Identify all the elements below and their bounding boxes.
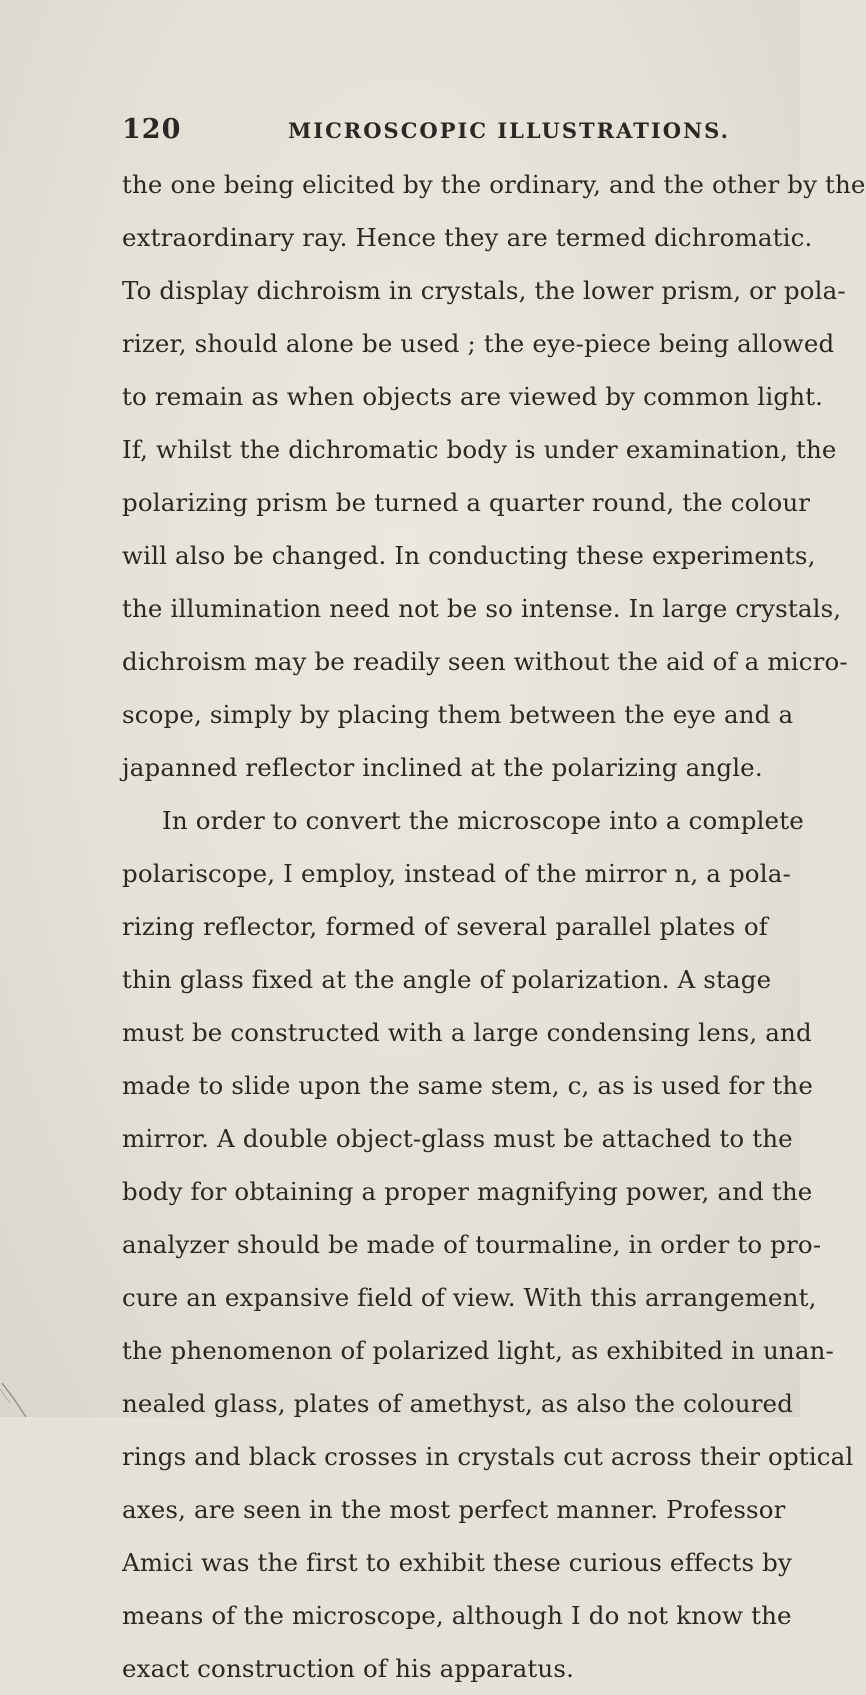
text-line: extraordinary ray. Hence they are termed dichromatic. bbox=[122, 223, 813, 252]
text-line: nealed glass, plates of amethyst, as also the coloured bbox=[122, 1389, 794, 1418]
text-line: analyzer should be made of tourmaline, in order to pro- bbox=[122, 1230, 822, 1259]
text-line: the illumination need not be so intense. In large crystals, bbox=[122, 594, 842, 623]
text-line: rings and black crosses in crystals cut across their optical bbox=[122, 1442, 854, 1471]
body-text bbox=[122, 158, 866, 1695]
running-head: MICROSCOPIC ILLUSTRATIONS. bbox=[288, 118, 730, 143]
text-line: axes, are seen in the most perfect manner. Professor bbox=[122, 1495, 786, 1524]
text-line: to remain as when objects are viewed by common light. bbox=[122, 382, 824, 411]
text-line: rizer, should alone be used ; the eye-piece being allowed bbox=[122, 329, 835, 358]
text-line: polarizing prism be turned a quarter round, the colour bbox=[122, 488, 811, 517]
text-line: the one being elicited by the ordinary, and the other by the bbox=[122, 170, 866, 199]
text-line: body for obtaining a proper magnifying power, and the bbox=[122, 1177, 813, 1206]
page-number: 120 bbox=[122, 114, 182, 145]
text-line: Amici was the first to exhibit these curious effects by bbox=[122, 1548, 793, 1577]
text-line: japanned reflector inclined at the polarizing angle. bbox=[122, 753, 763, 782]
text-line: scope, simply by placing them between the eye and a bbox=[122, 700, 794, 729]
page-header bbox=[122, 114, 762, 154]
text-line: mirror. A double object-glass must be attached to the bbox=[122, 1124, 793, 1153]
text-line: the phenomenon of polarized light, as exhibited in unan- bbox=[122, 1336, 834, 1365]
text-line: In order to convert the microscope into a complete bbox=[162, 806, 804, 835]
text-line: rizing reflector, formed of several parallel plates of bbox=[122, 912, 768, 941]
text-line: thin glass fixed at the angle of polarization. A stage bbox=[122, 965, 772, 994]
text-line: will also be changed. In conducting these experiments, bbox=[122, 541, 816, 570]
text-line: polariscope, I employ, instead of the mirror n, a pola- bbox=[122, 859, 791, 888]
text-line: cure an expansive field of view. With this arrangement, bbox=[122, 1283, 817, 1312]
text-line: To display dichroism in crystals, the lower prism, or pola- bbox=[122, 276, 846, 305]
text-line: dichroism may be readily seen without the aid of a micro- bbox=[122, 647, 848, 676]
text-line: If, whilst the dichromatic body is under examination, the bbox=[122, 435, 837, 464]
text-line: exact construction of his apparatus. bbox=[122, 1654, 575, 1683]
text-line: means of the microscope, although I do not know the bbox=[122, 1601, 792, 1630]
text-line: must be constructed with a large condensing lens, and bbox=[122, 1018, 812, 1047]
page-corner-mark bbox=[0, 1377, 40, 1417]
text-line: made to slide upon the same stem, c, as is used for the bbox=[122, 1071, 813, 1100]
